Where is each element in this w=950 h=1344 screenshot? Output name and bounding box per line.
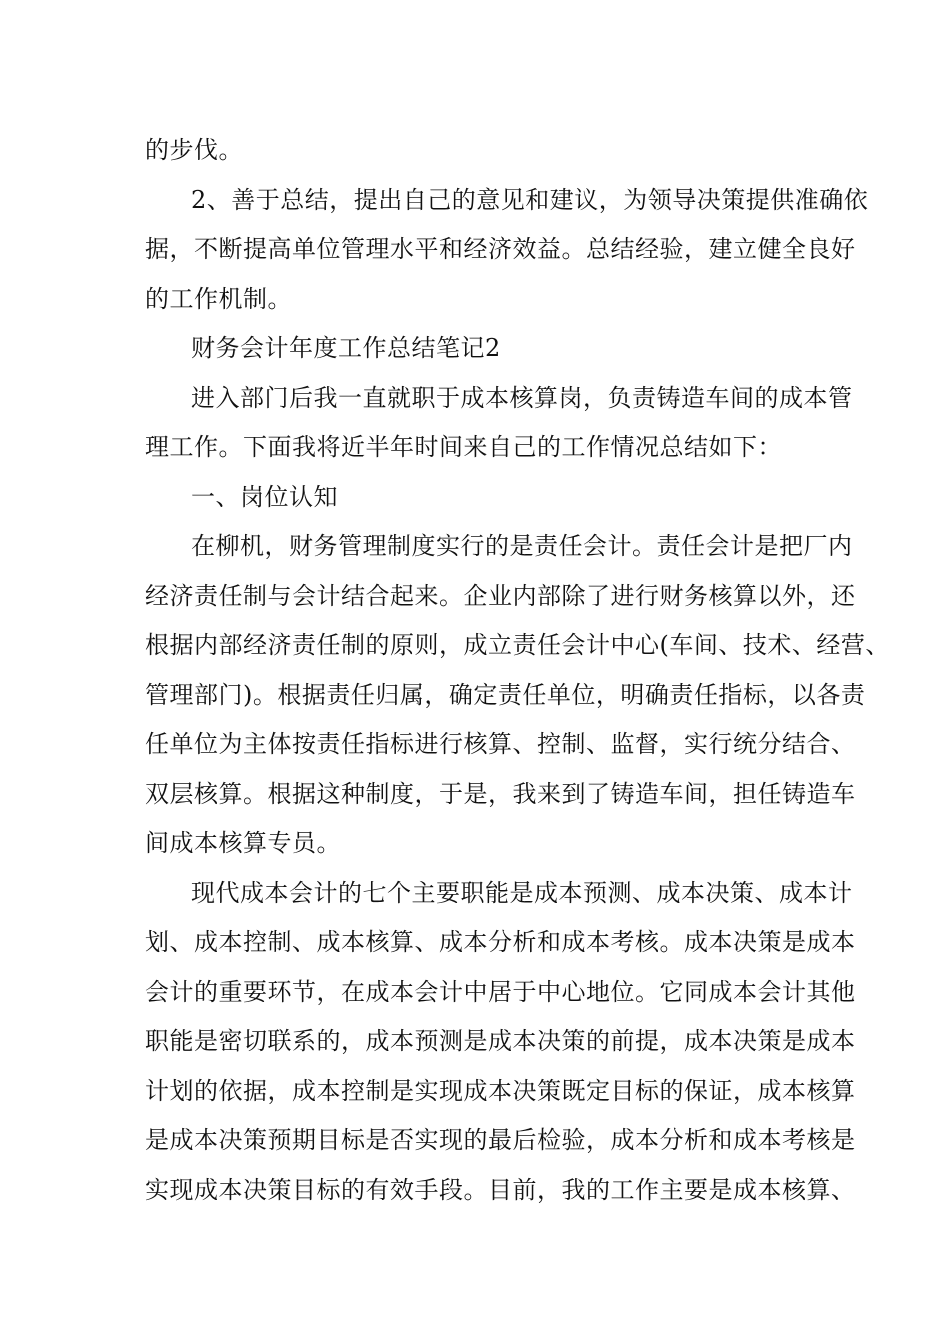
text-line: 职能是密切联系的，成本预测是成本决策的前提，成本决策是成本 (145, 1027, 856, 1055)
document-body (145, 126, 890, 1215)
text-line: 会计的重要环节，在成本会计中居于中心地位。它同成本会计其他 (145, 977, 856, 1006)
text-line: 的工作机制。 (145, 284, 292, 313)
text-line: 现代成本会计的七个主要职能是成本预测、成本决策、成本计 (191, 878, 853, 907)
text-line: 进入部门后我一直就职于成本核算岗，负责铸造车间的成本管 (191, 383, 853, 412)
section-heading: 一、岗位认知 (191, 482, 338, 511)
text-line: 理工作。下面我将近半年时间来自己的工作情况总结如下： (145, 433, 782, 461)
text-line: 2、善于总结，提出自己的意见和建议，为领导决策提供准确依 (191, 185, 869, 214)
text-line: 实现成本决策目标的有效手段。目前，我的工作主要是成本核算、 (145, 1175, 856, 1204)
text-line: 经济责任制与会计结合起来。企业内部除了进行财务核算以外，还 (145, 581, 856, 610)
text-line: 管理部门)。根据责任归属，确定责任单位，明确责任指标，以各责 (145, 680, 866, 709)
text-line: 计划的依据，成本控制是实现成本决策既定目标的保证，成本核算 (145, 1076, 856, 1105)
text-line: 划、成本控制、成本核算、成本分析和成本考核。成本决策是成本 (145, 928, 856, 956)
text-line: 在柳机，财务管理制度实行的是责任会计。责任会计是把厂内 (191, 532, 853, 560)
text-line: 据，不断提高单位管理水平和经济效益。总结经验，建立健全良好 (145, 235, 856, 263)
text-line: 的步伐。 (145, 136, 243, 164)
text-line: 间成本核算专员。 (145, 829, 341, 857)
text-line: 是成本决策预期目标是否实现的最后检验，成本分析和成本考核是 (145, 1126, 856, 1154)
text-line: 双层核算。根据这种制度，于是，我来到了铸造车间，担任铸造车 (145, 779, 856, 808)
text-line: 根据内部经济责任制的原则，成立责任会计中心(车间、技术、经营、 (145, 631, 890, 659)
text-line: 任单位为主体按责任指标进行核算、控制、监督，实行统分结合、 (145, 730, 856, 758)
section-heading: 财务会计年度工作总结笔记2 (191, 334, 501, 362)
